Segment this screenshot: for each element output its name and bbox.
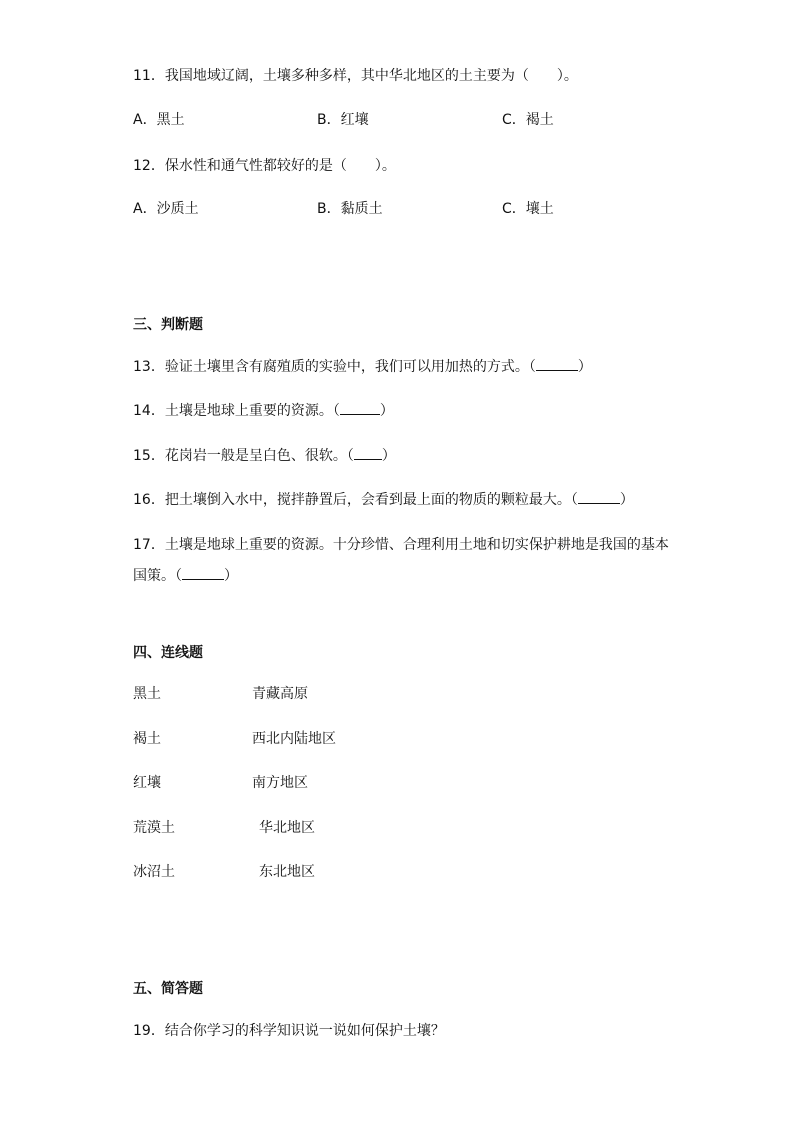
question-17-continued [133,565,238,586]
question-number: 15． [133,448,165,464]
question-text: 把土壤倒入水中，搅拌静置后，会看到最上面的物质的颗粒最大。（ [164,492,578,508]
matching-right-item[interactable]: 西北内陆地区 [252,731,336,747]
option-letter: B． [317,201,341,217]
option-b[interactable] [317,110,369,130]
question-number: 13． [133,359,165,375]
section-heading-judgement: 三、判断题 [133,317,203,333]
question-text: 花岗岩一般是呈白色、很软。（ [164,448,354,464]
option-text: 红壤 [340,112,369,128]
answer-blank[interactable] [354,445,382,460]
question-number: 14． [133,403,165,419]
matching-left-item[interactable]: 荒漠土 [133,820,175,836]
question-12 [133,156,396,176]
option-a[interactable] [133,110,185,130]
matching-right-item[interactable]: 南方地区 [252,775,308,791]
question-text: 验证土壤里含有腐殖质的实验中，我们可以用加热的方式。（ [164,359,536,375]
answer-blank[interactable] [347,156,375,170]
question-13 [133,356,592,377]
question-number: 12． [133,158,165,174]
answer-blank[interactable] [536,356,578,371]
question-text: 土壤是地球上重要的资源。十分珍惜、合理利用土地和切实保护耕地是我国的基本 [164,537,669,553]
option-text: 褐土 [525,112,554,128]
question-text-end: ） [619,492,634,508]
matching-left-item[interactable]: 红壤 [133,775,161,791]
question-number: 19． [133,1023,165,1039]
section-heading-short-answer: 五、简答题 [133,981,203,997]
matching-right-item[interactable]: 东北地区 [259,864,315,880]
question-number: 11． [133,68,165,84]
matching-right-item[interactable]: 青藏高原 [252,686,308,702]
question-17 [133,535,669,555]
matching-left-item[interactable]: 褐土 [133,731,161,747]
question-text-end: ） [577,359,592,375]
answer-blank[interactable] [529,66,557,80]
question-11 [133,66,578,86]
question-stem-end: ）。 [556,68,578,84]
question-stem: 我国地域辽阔，土壤多种多样，其中华北地区的土主要为（ [164,68,529,84]
question-text: 土壤是地球上重要的资源。（ [164,403,340,419]
question-stem-end: ）。 [374,158,396,174]
question-number: 17． [133,537,165,553]
answer-blank[interactable] [340,400,380,415]
option-letter: A． [133,201,157,217]
question-text-end: ） [381,448,396,464]
option-c[interactable] [502,199,554,219]
matching-left-item[interactable]: 黑土 [133,686,161,702]
question-text-end: ） [379,403,394,419]
question-text-end: ） [224,568,238,584]
question-14 [133,400,394,421]
matching-left-item[interactable]: 冰沼土 [133,864,175,880]
option-text: 沙质土 [156,201,199,217]
question-15 [133,445,396,466]
answer-blank[interactable] [578,489,620,504]
option-text: 黑土 [156,112,185,128]
option-text: 壤土 [525,201,554,217]
matching-right-item[interactable]: 华北地区 [259,820,315,836]
option-letter: A． [133,112,157,128]
option-letter: C． [502,201,526,217]
question-16 [133,489,634,510]
option-b[interactable] [317,199,383,219]
answer-blank[interactable] [182,565,224,580]
section-heading-matching: 四、连线题 [133,645,203,661]
question-19 [133,1021,445,1041]
question-stem: 保水性和通气性都较好的是（ [164,158,347,174]
option-a[interactable] [133,199,199,219]
question-number: 16． [133,492,165,508]
question-text: 结合你学习的科学知识说一说如何保护土壤？ [164,1023,445,1039]
option-letter: B． [317,112,341,128]
question-text-continued: 国策。（ [133,568,182,584]
option-c[interactable] [502,110,554,130]
option-letter: C． [502,112,526,128]
option-text: 黏质土 [340,201,383,217]
